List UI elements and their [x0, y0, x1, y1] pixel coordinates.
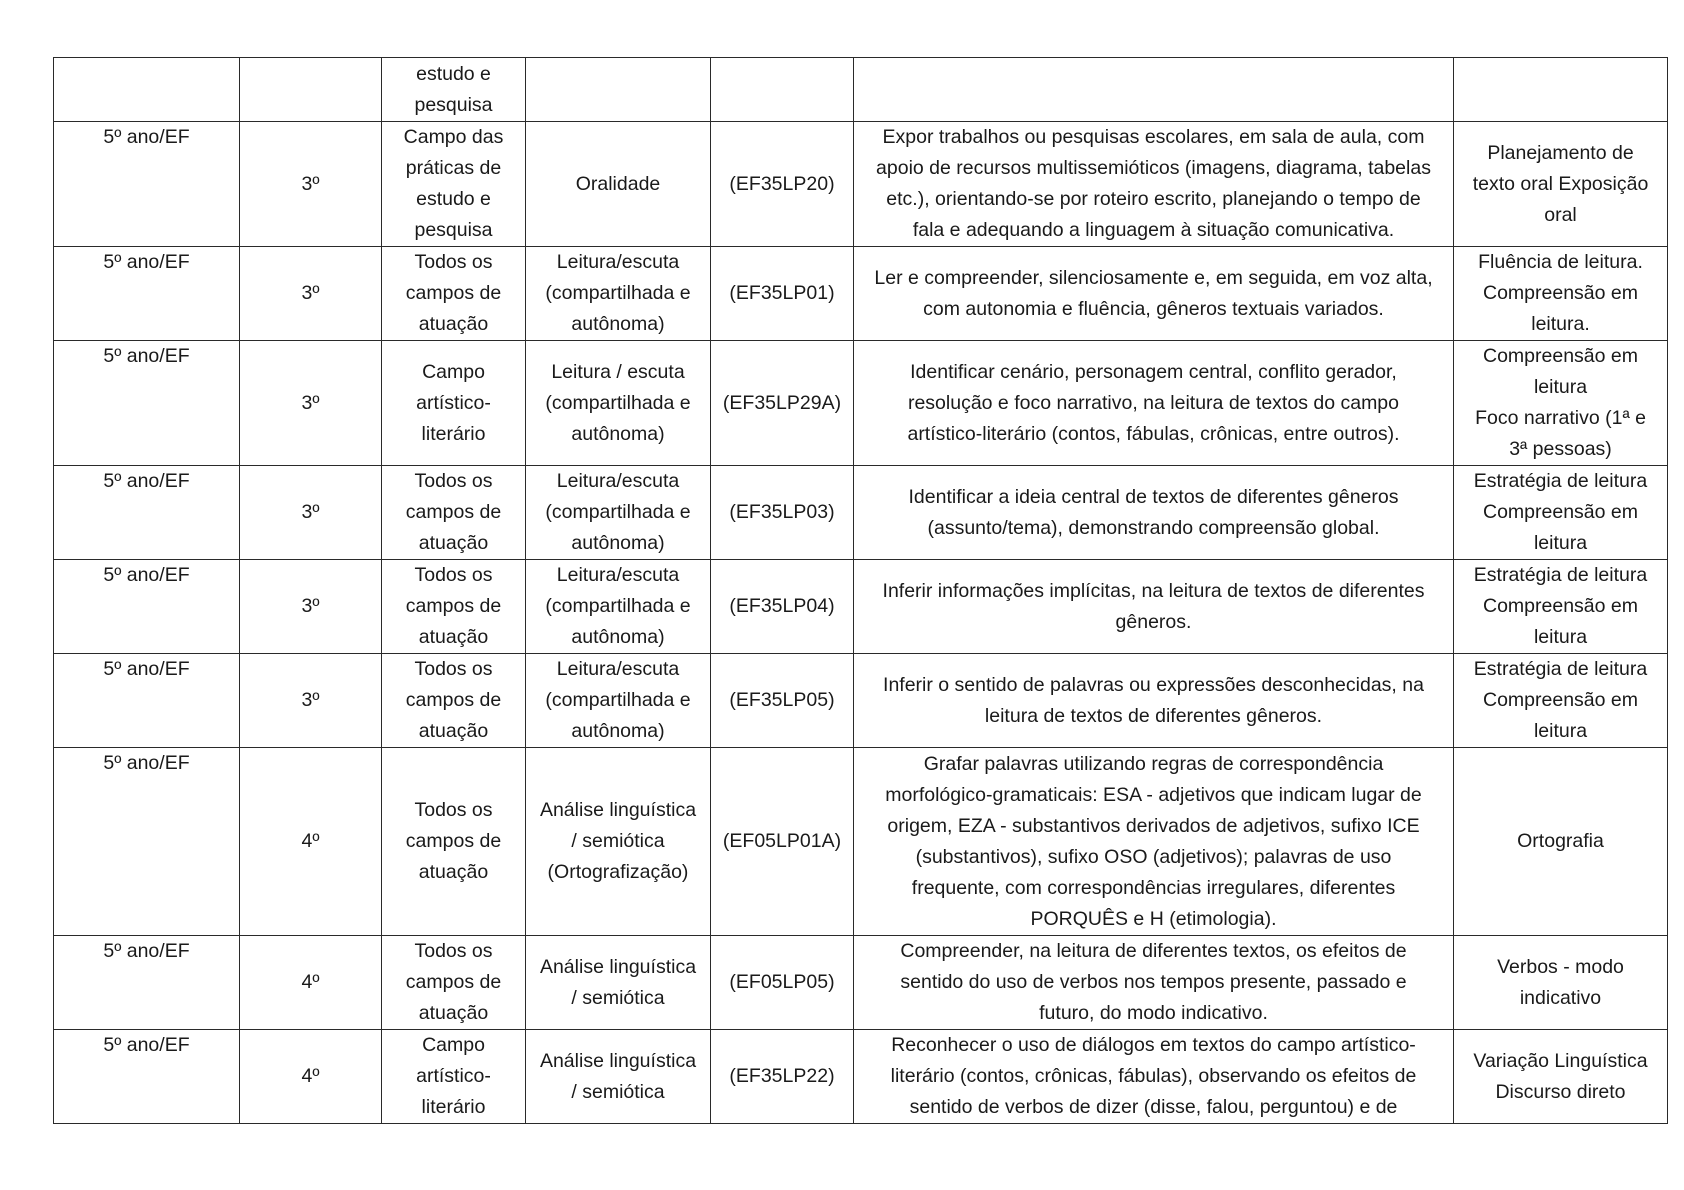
cell-bimestre: 4º: [240, 1030, 382, 1124]
cell-ano: 5º ano/EF: [54, 654, 240, 748]
cell-codigo: (EF35LP03): [711, 466, 854, 560]
cell-bimestre: 4º: [240, 748, 382, 936]
cell-habilidade: Inferir informações implícitas, na leitura de textos de diferentes gêneros.: [854, 560, 1454, 654]
cell-ano: 5º ano/EF: [54, 748, 240, 936]
cell-pratica: Análise linguística / semiótica: [526, 936, 711, 1030]
table-row: [54, 1030, 1668, 1124]
cell-codigo: (EF35LP29A): [711, 341, 854, 466]
cell-habilidade: Identificar cenário, personagem central, conflito gerador, resolução e foco narrativo, na leitura de textos do campo artístico-literário (contos, fábulas, crônicas, entre outros).: [854, 341, 1454, 466]
cell-bimestre: 4º: [240, 936, 382, 1030]
cell-pratica: [526, 58, 711, 122]
cell-habilidade: Grafar palavras utilizando regras de correspondência morfológico-gramaticais: ESA - adjetivos que indicam lugar de origem, EZA - substantivos derivados de adjetivos, sufixo ICE (substantivos), sufixo OSO (adjetivos); palavras de uso frequente, com correspondências irregulares, diferentes PORQUÊS e H (etimologia).: [854, 748, 1454, 936]
cell-pratica: Leitura/escuta (compartilhada e autônoma): [526, 654, 711, 748]
cell-pratica: Oralidade: [526, 122, 711, 247]
table-row: [54, 247, 1668, 341]
cell-codigo: [711, 58, 854, 122]
cell-ano: 5º ano/EF: [54, 122, 240, 247]
cell-objeto: Verbos - modo indicativo: [1454, 936, 1668, 1030]
cell-habilidade: Inferir o sentido de palavras ou expressões desconhecidas, na leitura de textos de diferentes gêneros.: [854, 654, 1454, 748]
cell-bimestre: 3º: [240, 560, 382, 654]
cell-campo: Todos os campos de atuação: [382, 247, 526, 341]
cell-ano: 5º ano/EF: [54, 466, 240, 560]
cell-campo: estudo e pesquisa: [382, 58, 526, 122]
table-row: [54, 936, 1668, 1030]
cell-pratica: Leitura/escuta (compartilhada e autônoma): [526, 466, 711, 560]
cell-objeto: [1454, 58, 1668, 122]
cell-pratica: Leitura / escuta (compartilhada e autônoma): [526, 341, 711, 466]
cell-codigo: (EF35LP22): [711, 1030, 854, 1124]
cell-campo: Todos os campos de atuação: [382, 654, 526, 748]
cell-objeto: Planejamento de texto oral Exposição oral: [1454, 122, 1668, 247]
curriculum-table: [53, 57, 1668, 1124]
cell-campo: Campo artístico- literário: [382, 341, 526, 466]
cell-objeto: Fluência de leitura. Compreensão em leitura.: [1454, 247, 1668, 341]
table-row: [54, 122, 1668, 247]
cell-objeto: Estratégia de leitura Compreensão em leitura: [1454, 654, 1668, 748]
cell-campo: Campo das práticas de estudo e pesquisa: [382, 122, 526, 247]
cell-ano: 5º ano/EF: [54, 560, 240, 654]
cell-ano: [54, 58, 240, 122]
cell-bimestre: 3º: [240, 247, 382, 341]
cell-bimestre: [240, 58, 382, 122]
cell-ano: 5º ano/EF: [54, 1030, 240, 1124]
table-row: [54, 748, 1668, 936]
cell-campo: Todos os campos de atuação: [382, 748, 526, 936]
cell-objeto: Compreensão em leitura Foco narrativo (1ª e 3ª pessoas): [1454, 341, 1668, 466]
cell-pratica: Análise linguística / semiótica: [526, 1030, 711, 1124]
cell-pratica: Análise linguística / semiótica (Ortografização): [526, 748, 711, 936]
cell-ano: 5º ano/EF: [54, 247, 240, 341]
cell-bimestre: 3º: [240, 654, 382, 748]
cell-pratica: Leitura/escuta (compartilhada e autônoma): [526, 560, 711, 654]
cell-campo: Campo artístico- literário: [382, 1030, 526, 1124]
cell-campo: Todos os campos de atuação: [382, 560, 526, 654]
cell-habilidade: Ler e compreender, silenciosamente e, em seguida, em voz alta, com autonomia e fluência, gêneros textuais variados.: [854, 247, 1454, 341]
table-row: [54, 466, 1668, 560]
cell-habilidade: Reconhecer o uso de diálogos em textos do campo artístico- literário (contos, crônicas, fábulas), observando os efeitos de sentido de verbos de dizer (disse, falou, perguntou) e de: [854, 1030, 1454, 1124]
cell-codigo: (EF35LP20): [711, 122, 854, 247]
cell-bimestre: 3º: [240, 466, 382, 560]
table-row: [54, 560, 1668, 654]
cell-habilidade: Expor trabalhos ou pesquisas escolares, em sala de aula, com apoio de recursos multissemióticos (imagens, diagrama, tabelas etc.), orientando-se por roteiro escrito, planejando o tempo de fala e adequando a linguagem à situação comunicativa.: [854, 122, 1454, 247]
cell-codigo: (EF05LP01A): [711, 748, 854, 936]
cell-objeto: Estratégia de leitura Compreensão em leitura: [1454, 466, 1668, 560]
cell-bimestre: 3º: [240, 341, 382, 466]
cell-objeto: Estratégia de leitura Compreensão em leitura: [1454, 560, 1668, 654]
cell-objeto: Ortografia: [1454, 748, 1668, 936]
table-row: [54, 654, 1668, 748]
cell-codigo: (EF35LP01): [711, 247, 854, 341]
cell-codigo: (EF05LP05): [711, 936, 854, 1030]
cell-bimestre: 3º: [240, 122, 382, 247]
table-row: [54, 58, 1668, 122]
cell-codigo: (EF35LP04): [711, 560, 854, 654]
table-row: [54, 341, 1668, 466]
cell-campo: Todos os campos de atuação: [382, 936, 526, 1030]
cell-codigo: (EF35LP05): [711, 654, 854, 748]
cell-ano: 5º ano/EF: [54, 341, 240, 466]
cell-habilidade: Compreender, na leitura de diferentes textos, os efeitos de sentido do uso de verbos nos tempos presente, passado e futuro, do modo indicativo.: [854, 936, 1454, 1030]
cell-habilidade: Identificar a ideia central de textos de diferentes gêneros (assunto/tema), demonstrando compreensão global.: [854, 466, 1454, 560]
cell-campo: Todos os campos de atuação: [382, 466, 526, 560]
cell-ano: 5º ano/EF: [54, 936, 240, 1030]
cell-objeto: Variação Linguística Discurso direto: [1454, 1030, 1668, 1124]
cell-pratica: Leitura/escuta (compartilhada e autônoma): [526, 247, 711, 341]
cell-habilidade: [854, 58, 1454, 122]
